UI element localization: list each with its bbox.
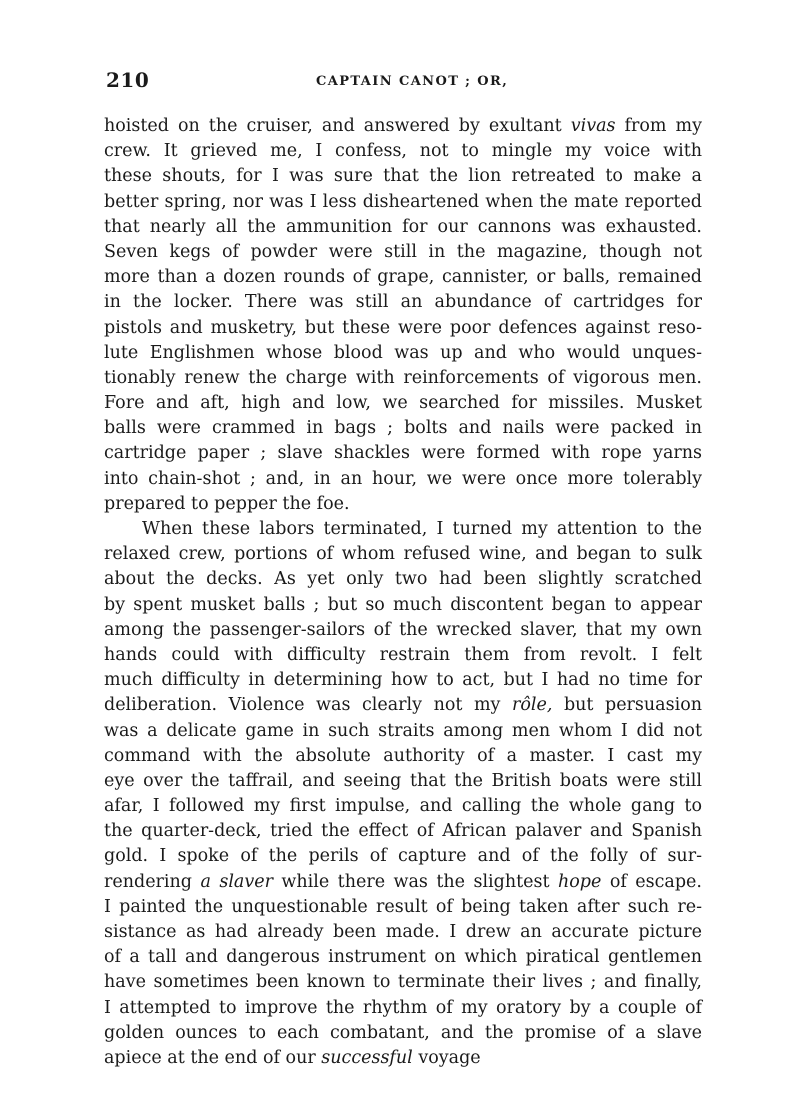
text-line <box>104 290 702 315</box>
text-line <box>104 517 702 542</box>
text-line <box>104 366 702 391</box>
text-line <box>104 794 702 819</box>
text-run: the quarter-deck, tried the effect of African palaver and Spanish <box>104 821 702 842</box>
text-line <box>104 593 702 618</box>
text-run: about the decks. As yet only two had been slightly scratched <box>104 569 702 590</box>
text-line <box>104 467 702 492</box>
text-run: golden ounces to each combatant, and the promise of a slave <box>104 1022 702 1043</box>
text-run: lute Englishmen whose blood was up and who would unques- <box>104 342 702 363</box>
text-run: in the locker. There was still an abundance of cartridges for <box>104 292 702 313</box>
text-run: I attempted to improve the rhythm of my oratory by a couple of <box>104 997 702 1018</box>
text-run: tionably renew the charge with reinforcements of vigorous men. <box>104 367 702 388</box>
text-run: hands could with difficulty restrain them from revolt. I felt <box>104 644 702 665</box>
text-run: prepared to pepper the foe. <box>104 493 350 514</box>
text-run: of a tall and dangerous instrument on which piratical gentlemen <box>104 947 702 968</box>
text-line <box>104 970 702 995</box>
text-run: command with the absolute authority of a master. I cast my <box>104 745 702 766</box>
text-run: I painted the unquestionable result of being taken after such re- <box>104 896 702 917</box>
text-line <box>104 945 702 970</box>
italic-run: rôle, <box>511 695 553 716</box>
text-run: crew. It grieved me, I confess, not to mingle my voice with <box>104 141 702 162</box>
text-line <box>104 668 702 693</box>
text-line <box>104 316 702 341</box>
italic-run: successful <box>321 1047 413 1068</box>
text-run: rendering <box>104 871 201 892</box>
text-run: much difficulty in determining how to act, but I had no time for <box>104 670 702 691</box>
text-line <box>104 114 702 139</box>
text-line <box>104 618 702 643</box>
text-run: sistance as had already been made. I drew an accurate picture <box>104 922 702 942</box>
text-line <box>104 190 702 215</box>
text-run: more than a dozen rounds of grape, cannister, or balls, remained <box>104 267 702 288</box>
text-run: eye over the taffrail, and seeing that the British boats were still <box>104 770 702 791</box>
text-line <box>104 719 702 744</box>
text-run: have sometimes been known to terminate their lives ; and finally, <box>104 972 702 993</box>
italic-run: vivas <box>570 116 616 136</box>
text-line <box>104 542 702 567</box>
text-run: apiece at the end of our <box>104 1047 322 1068</box>
text-line <box>104 1046 702 1071</box>
text-line <box>104 416 702 441</box>
text-run: into chain-shot ; and, in an hour, we were once more tolerably <box>104 468 702 489</box>
text-line <box>104 693 702 718</box>
italic-run: hope <box>557 871 602 892</box>
text-run: was a delicate game in such straits among men whom I did not <box>104 720 702 741</box>
text-line <box>104 341 702 366</box>
text-line <box>104 920 702 945</box>
text-line <box>104 139 702 164</box>
text-line <box>104 769 702 794</box>
text-run: by spent musket balls ; but so much discontent began to appear <box>104 594 702 615</box>
text-run: these shouts, for I was sure that the lion retreated to make a <box>104 166 702 187</box>
text-line <box>104 240 702 265</box>
text-run: cartridge paper ; slave shackles were formed with rope yarns <box>104 443 702 464</box>
text-run: of escape. <box>601 871 702 892</box>
text-run: that nearly all the ammunition for our cannons was exhausted. <box>104 216 702 237</box>
page-header <box>106 68 700 98</box>
paragraph <box>104 114 702 517</box>
text-run: Seven kegs of powder were still in the magazine, though not <box>104 241 702 262</box>
text-line <box>104 215 702 240</box>
text-run: while there was the slightest <box>272 871 558 892</box>
text-line <box>104 567 702 592</box>
text-line <box>104 819 702 844</box>
text-line <box>104 996 702 1021</box>
text-line <box>104 391 702 416</box>
running-head: CAPTAIN CANOT ; OR, <box>316 74 509 89</box>
text-run: balls were crammed in bags ; bolts and nails were packed in <box>104 418 702 439</box>
text-run: but persuasion <box>552 695 702 716</box>
text-run: When these labors terminated, I turned my attention to the <box>142 519 702 539</box>
text-run: deliberation. Violence was clearly not my <box>104 695 512 716</box>
text-line <box>104 492 702 517</box>
text-run: hoisted on the cruiser, and answered by exultant <box>104 116 571 136</box>
text-line <box>104 870 702 895</box>
text-run: pistols and musketry, but these were poor defences against reso- <box>104 317 702 338</box>
text-line <box>104 643 702 668</box>
text-line <box>104 895 702 920</box>
text-line <box>104 1021 702 1046</box>
text-run: voyage <box>412 1047 481 1068</box>
text-line <box>104 844 702 869</box>
body-text <box>104 114 702 1071</box>
text-run: gold. I spoke of the perils of capture and of the folly of sur- <box>104 846 702 867</box>
text-run: Fore and aft, high and low, we searched for missiles. Musket <box>104 393 702 414</box>
text-line <box>104 164 702 189</box>
page-number: 210 <box>106 68 150 92</box>
text-run: relaxed crew, portions of whom refused wine, and began to sulk <box>104 544 702 565</box>
text-run: better spring, nor was I less disheartened when the mate reported <box>104 191 702 212</box>
text-line <box>104 744 702 769</box>
text-run: from my <box>615 116 702 136</box>
paragraph <box>104 517 702 1071</box>
text-line <box>104 441 702 466</box>
text-run: among the passenger-sailors of the wrecked slaver, that my own <box>104 619 702 640</box>
text-run: afar, I followed my first impulse, and calling the whole gang to <box>104 796 702 817</box>
italic-run: a slaver <box>200 871 273 892</box>
text-line <box>104 265 702 290</box>
